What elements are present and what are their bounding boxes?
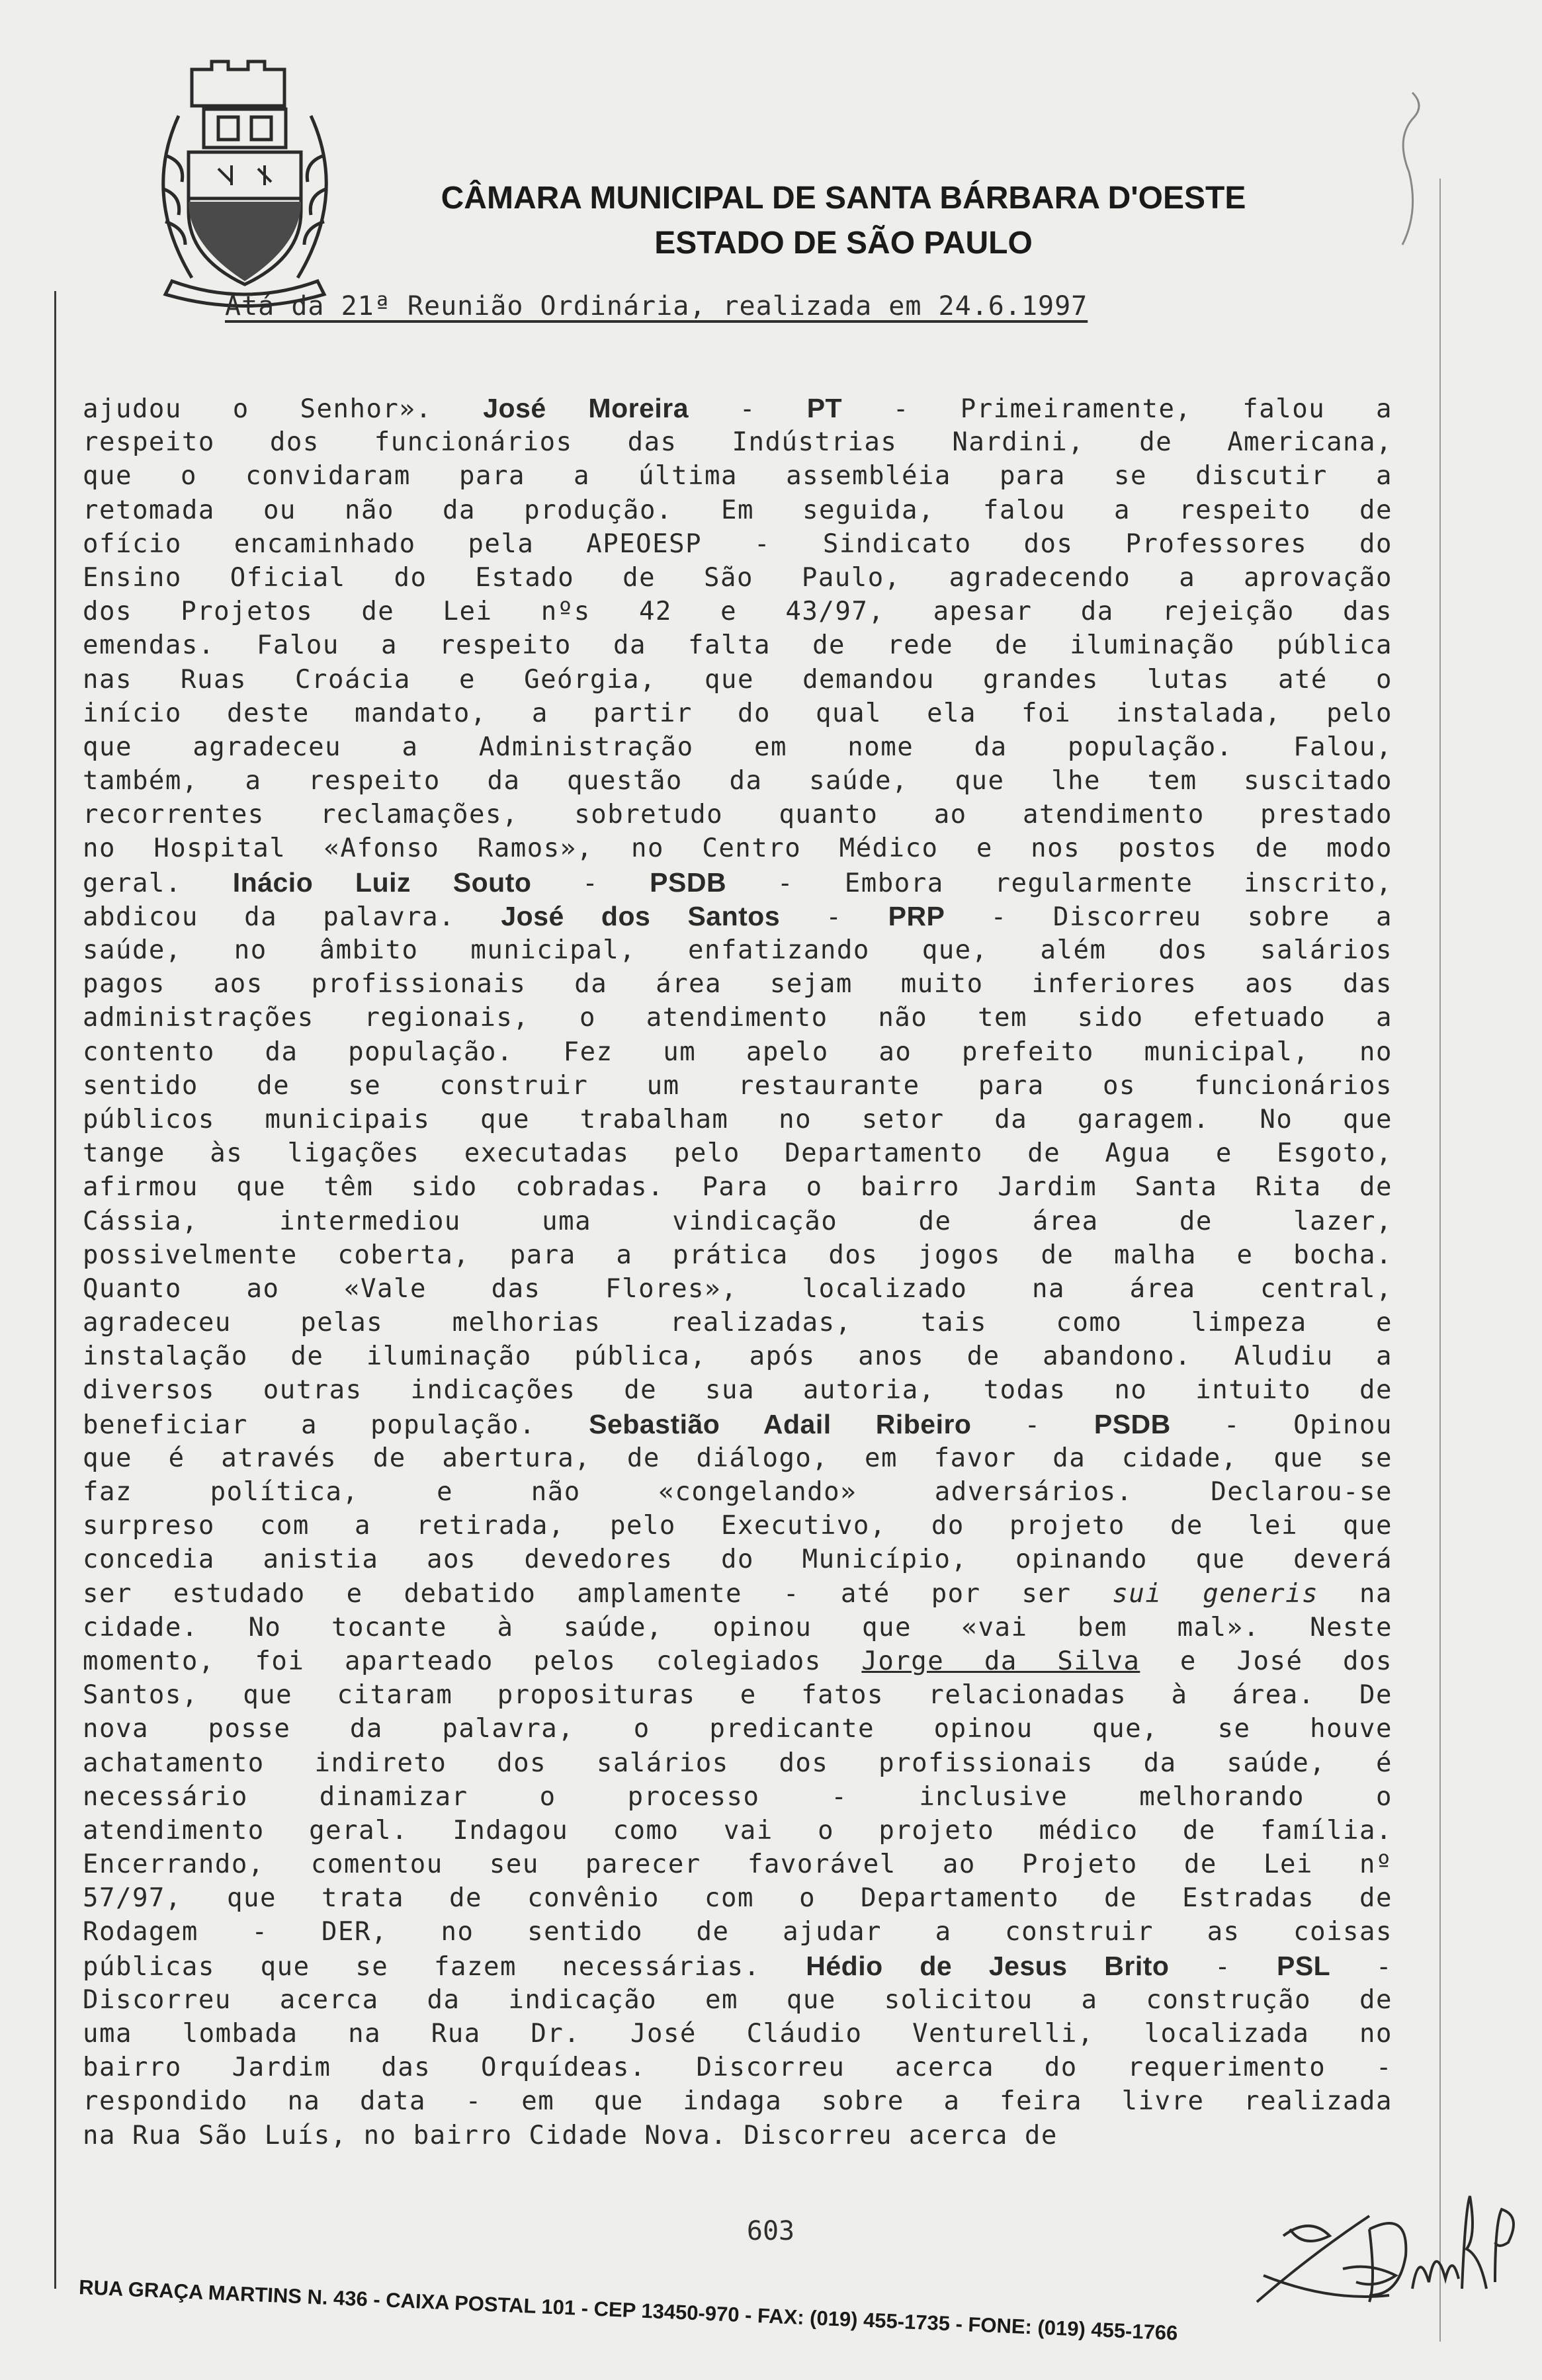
text-line — [83, 1915, 1392, 1949]
speaker-name: José dos Santos — [501, 900, 781, 931]
text-line — [83, 1949, 1392, 1983]
text-line — [83, 459, 1392, 493]
text-segment: - — [780, 902, 888, 932]
text-segment: Rodagem - DER, no sentido de ajudar a construir as coisas — [83, 1917, 1392, 1947]
text-segment: - Discorreu sobre a — [945, 902, 1392, 932]
text-line — [83, 595, 1392, 628]
text-segment: administrações regionais, o atendimento não tem sido efetuado a — [83, 1003, 1392, 1033]
corner-pen-mark — [1379, 86, 1432, 258]
text-segment: que o convidaram para a última assembléia para se discutir a — [83, 461, 1392, 491]
text-line — [83, 1136, 1392, 1170]
coat-of-arms-icon — [152, 56, 337, 308]
text-segment: bairro Jardim das Orquídeas. Discorreu acerca do requerimento - — [83, 2053, 1392, 2083]
text-segment: nova posse da palavra, o predicante opinou que, se houve — [83, 1714, 1392, 1744]
speaker-name: PSL — [1276, 1950, 1331, 1981]
text-line — [83, 663, 1392, 697]
text-line — [83, 1611, 1392, 1644]
text-line — [83, 1644, 1392, 1678]
text-line — [83, 831, 1392, 865]
text-line — [83, 1001, 1392, 1035]
text-segment: ajudou o Senhor». — [83, 394, 484, 424]
text-segment: cidade. No tocante à saúde, opinou que «vai bem mal». Neste — [83, 1612, 1392, 1642]
speaker-name: PRP — [888, 900, 945, 931]
minutes-body — [83, 392, 1392, 2152]
text-line — [83, 1983, 1392, 2017]
text-line — [83, 561, 1392, 595]
text-segment: geral. — [83, 868, 233, 898]
text-line — [83, 1475, 1392, 1509]
text-segment: retomada ou não da produção. Em seguida, falou a respeito de — [83, 495, 1392, 525]
text-line — [83, 1238, 1392, 1272]
text-segment: sui generis — [1112, 1578, 1319, 1609]
text-line — [83, 1746, 1392, 1780]
text-segment: - — [971, 1410, 1094, 1440]
text-segment: - — [689, 394, 807, 424]
footer-address: RUA GRAÇA MARTINS N. 436 - CAIXA POSTAL 101 - CEP 13450-970 - FAX: (019) 455-1735 - FONE: (019) 455-1766 — [78, 2275, 1179, 2345]
text-line — [83, 1543, 1392, 1576]
text-segment: e José dos — [1140, 1646, 1392, 1676]
text-line — [83, 1712, 1392, 1746]
state-subtitle: ESTADO DE SÃO PAULO — [654, 226, 1033, 261]
text-line — [83, 1035, 1392, 1069]
speaker-name: PSDB — [1093, 1408, 1171, 1439]
text-segment: - — [1330, 1951, 1392, 1982]
text-segment: nas Ruas Croácia e Geórgia, que demandou grandes lutas até o — [83, 664, 1392, 695]
handwritten-signature — [1244, 2156, 1528, 2328]
speaker-name: Hédio de Jesus Brito — [806, 1950, 1170, 1981]
text-line — [83, 1306, 1392, 1339]
text-segment: achatamento indireto dos salários dos profissionais da saúde, é — [83, 1748, 1392, 1778]
text-line — [83, 1272, 1392, 1306]
text-line — [83, 493, 1392, 527]
speaker-name: PT — [806, 393, 843, 423]
text-segment: Jorge da Silva — [861, 1646, 1140, 1676]
text-segment: Encerrando, comentou seu parecer favorável ao Projeto de Lei nº — [83, 1849, 1392, 1880]
text-segment: - — [531, 868, 650, 898]
text-line — [83, 1814, 1392, 1848]
text-line — [83, 1408, 1392, 1441]
session-heading: Atá da 21ª Reunião Ordinária, realizada em 24.6.1997 — [225, 291, 1088, 321]
text-line — [83, 1103, 1392, 1136]
text-segment: públicos municipais que trabalham no setor da garagem. No que — [83, 1104, 1392, 1134]
text-segment: afirmou que têm sido cobradas. Para o bairro Jardim Santa Rita de — [83, 1172, 1392, 1203]
text-segment: uma lombada na Rua Dr. José Cláudio Venturelli, localizada no — [83, 2019, 1392, 2049]
text-line — [83, 1780, 1392, 1814]
text-segment: diversos outras indicações de sua autoria, todas no intuito de — [83, 1375, 1392, 1406]
text-segment: concedia anistia aos devedores do Município, opinando que deverá — [83, 1545, 1392, 1575]
text-segment: recorrentes reclamações, sobretudo quanto ao atendimento prestado — [83, 800, 1392, 830]
text-segment: ser estudado e debatido amplamente - até por ser — [83, 1578, 1113, 1609]
speaker-name: José Moreira — [483, 393, 689, 423]
text-line — [83, 1577, 1392, 1611]
text-segment: Cássia, intermediou uma vindicação de área de lazer, — [83, 1206, 1392, 1236]
text-line — [83, 1339, 1392, 1373]
text-segment: também, a respeito da questão da saúde, que lhe tem suscitado — [83, 766, 1392, 796]
text-line — [83, 527, 1392, 561]
text-line — [83, 628, 1392, 662]
text-segment: públicas que se fazem necessárias. — [83, 1951, 806, 1982]
text-line — [83, 730, 1392, 764]
text-line — [83, 1170, 1392, 1204]
text-line — [83, 1509, 1392, 1543]
text-line — [83, 2051, 1392, 2084]
text-line — [83, 1069, 1392, 1103]
text-line — [83, 1373, 1392, 1407]
text-segment: Discorreu acerca da indicação em que solicitou a construção de — [83, 1984, 1392, 2015]
text-line — [83, 1848, 1392, 1881]
text-line — [83, 2084, 1392, 2118]
text-line — [83, 1678, 1392, 1712]
text-segment: 57/97, que trata de convênio com o Departamento de Estradas de — [83, 1883, 1392, 1914]
text-segment: dos Projetos de Lei nºs 42 e 43/97, apesar da rejeição das — [83, 597, 1392, 627]
speaker-name: Inácio Luiz Souto — [232, 867, 532, 898]
text-segment: Santos, que citaram proposituras e fatos relacionadas à área. De — [83, 1680, 1392, 1711]
text-segment: instalação de iluminação pública, após anos de abandono. Aludiu a — [83, 1341, 1392, 1372]
text-segment: pagos aos profissionais da área sejam muito inferiores aos das — [83, 969, 1392, 999]
page-number: 603 — [746, 2216, 795, 2246]
text-line — [83, 1441, 1392, 1475]
text-segment: ofício encaminhado pela APEOESP - Sindicato dos Professores do — [83, 529, 1392, 559]
text-segment: Ensino Oficial do Estado de São Paulo, agradecendo a aprovação — [83, 562, 1392, 593]
text-segment: Quanto ao «Vale das Flores», localizado na área central, — [83, 1273, 1392, 1304]
text-segment: necessário dinamizar o processo - inclusive melhorando o — [83, 1781, 1392, 1812]
text-segment: - Opinou — [1170, 1410, 1392, 1440]
text-segment: tange às ligações executadas pelo Departamento de Agua e Esgoto, — [83, 1138, 1392, 1169]
text-segment: sentido de se construir um restaurante para os funcionários — [83, 1070, 1392, 1101]
text-line — [83, 900, 1392, 933]
text-segment: na Rua São Luís, no bairro Cidade Nova. Discorreu acerca de — [83, 2120, 1058, 2150]
text-segment: atendimento geral. Indagou como vai o projeto médico de família. — [83, 1815, 1392, 1846]
text-segment: beneficiar a população. — [83, 1410, 589, 1440]
text-segment: - — [1169, 1951, 1277, 1982]
text-segment: na — [1318, 1578, 1392, 1609]
text-segment: saúde, no âmbito municipal, enfatizando que, além dos salários — [83, 935, 1392, 965]
text-line — [83, 798, 1392, 831]
text-line — [83, 866, 1392, 900]
text-segment: que é através de abertura, de diálogo, em favor da cidade, que se — [83, 1443, 1392, 1473]
text-segment: faz política, e não «congelando» adversários. Declarou-se — [83, 1477, 1392, 1507]
text-segment: - Embora regularmente inscrito, — [726, 868, 1392, 898]
text-segment: momento, foi aparteado pelos colegiados — [83, 1646, 862, 1676]
text-segment: agradeceu pelas melhorias realizadas, tais como limpeza e — [83, 1308, 1392, 1338]
text-line — [83, 1205, 1392, 1238]
text-segment: respondido na data - em que indaga sobre a feira livre realizada — [83, 2086, 1392, 2117]
right-margin-rule — [1439, 179, 1441, 2342]
speaker-name: PSDB — [650, 867, 727, 898]
text-line — [83, 1881, 1392, 1915]
text-line — [83, 967, 1392, 1001]
text-line — [83, 2119, 1392, 2152]
speaker-name: Sebastião Adail Ribeiro — [589, 1408, 972, 1439]
left-margin-rule — [54, 291, 56, 2289]
text-segment: abdicou da palavra. — [83, 902, 501, 932]
institution-title: CÂMARA MUNICIPAL DE SANTA BÁRBARA D'OESTE — [441, 181, 1246, 216]
text-segment: respeito dos funcionários das Indústrias Nardini, de Americana, — [83, 427, 1392, 458]
text-line — [83, 933, 1392, 967]
text-segment: contento da população. Fez um apelo ao prefeito municipal, no — [83, 1037, 1392, 1067]
text-segment: no Hospital «Afonso Ramos», no Centro Médico e nos postos de modo — [83, 833, 1392, 864]
text-segment: início deste mandato, a partir do qual ela foi instalada, pelo — [83, 698, 1392, 728]
text-line — [83, 392, 1392, 425]
text-segment: possivelmente coberta, para a prática dos jogos de malha e bocha. — [83, 1240, 1392, 1270]
text-line — [83, 697, 1392, 730]
text-line — [83, 2017, 1392, 2051]
text-segment: - Primeiramente, falou a — [842, 394, 1392, 424]
text-segment: surpreso com a retirada, pelo Executivo, do projeto de lei que — [83, 1511, 1392, 1541]
text-line — [83, 425, 1392, 459]
text-line — [83, 764, 1392, 798]
text-segment: que agradeceu a Administração em nome da população. Falou, — [83, 732, 1392, 762]
text-segment: emendas. Falou a respeito da falta de rede de iluminação pública — [83, 630, 1392, 661]
